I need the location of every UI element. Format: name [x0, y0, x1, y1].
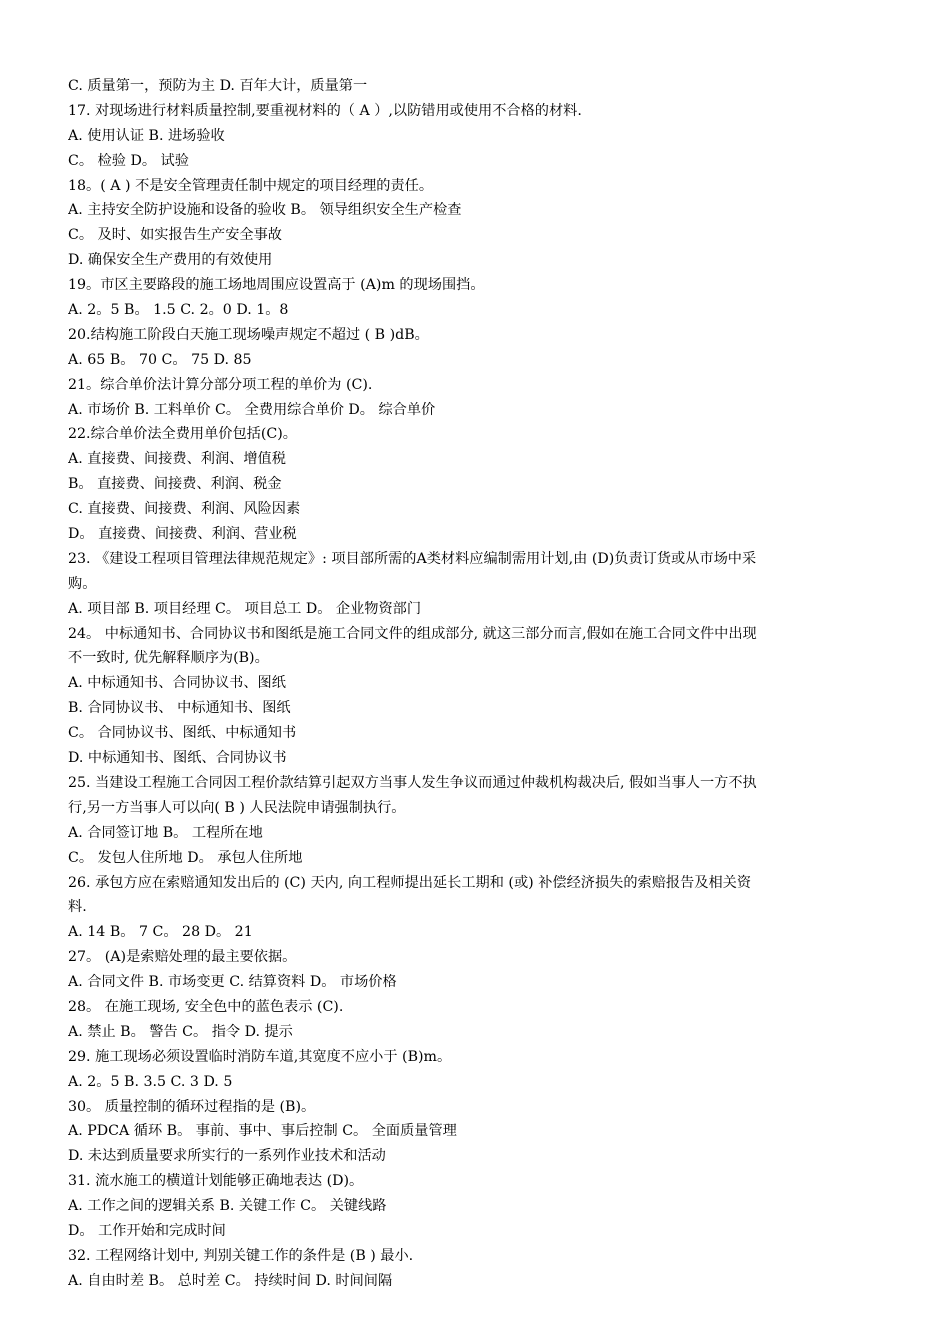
text-line: A. PDCA 循环 B。 事前、事中、事后控制 C。 全面质量管理: [68, 1123, 457, 1140]
text-line: B。 直接费、间接费、利润、税金: [68, 476, 282, 493]
text-line: A. 65 B。 70 C。 75 D. 85: [68, 351, 252, 368]
text-line: A. 市场价 B. 工料单价 C。 全费用综合单价 D。 综合单价: [68, 401, 436, 418]
question-20: 20.结构施工阶段白天施工现场噪声规定不超过 ( B )dB。: [68, 326, 429, 343]
text-line: 不一致时, 优先解释顺序为(B)。: [68, 650, 269, 667]
text-line: D。 工作开始和完成时间: [68, 1222, 226, 1239]
text-line: A. 14 B。 7 C。 28 D。 21: [68, 924, 253, 941]
text-line: D. 确保安全生产费用的有效使用: [68, 252, 273, 269]
question-24: 24。 中标通知书、合同协议书和图纸是施工合同文件的组成部分, 就这三部分而言,假如在施工合同文件中出现: [68, 625, 757, 642]
text-line: A. 使用认证 B. 进场验收: [68, 127, 225, 144]
text-line: C。 发包人住所地 D。 承包人住所地: [68, 849, 303, 866]
text-line: 购。: [68, 575, 97, 592]
question-27: 27。 (A)是索赔处理的最主要依据。: [68, 949, 297, 966]
text-line: 料.: [68, 899, 87, 916]
text-line: A. 合同签订地 B。 工程所在地: [68, 824, 263, 841]
text-line: A. 自由时差 B。 总时差 C。 持续时间 D. 时间间隔: [68, 1272, 393, 1289]
text-line: C。 及时、如实报告生产安全事故: [68, 227, 282, 244]
question-21: 21。综合单价法计算分部分项工程的单价为 (C).: [68, 376, 373, 393]
text-line: A. 工作之间的逻辑关系 B. 关键工作 C。 关键线路: [68, 1198, 387, 1215]
question-19: 19。市区主要路段的施工场地周围应设置高于 (A)m 的现场围挡。: [68, 277, 485, 294]
question-22: 22.综合单价法全费用单价包括(C)。: [68, 426, 297, 443]
text-line: A. 禁止 B。 警告 C。 指令 D. 提示: [68, 1023, 293, 1040]
text-line: B. 合同协议书、 中标通知书、图纸: [68, 700, 291, 717]
text-line: C. 质量第一，预防为主 D. 百年大计，质量第一: [68, 78, 368, 94]
text-line: A. 合同文件 B. 市场变更 C. 结算资料 D。 市场价格: [68, 974, 397, 991]
question-28: 28。 在施工现场, 安全色中的蓝色表示 (C).: [68, 998, 344, 1015]
text-line: C。 检验 D。 试验: [68, 152, 189, 169]
document-page: [68, 74, 908, 1294]
question-30: 30。 质量控制的循环过程指的是 (B)。: [68, 1098, 316, 1115]
text-line: 行,另一方当事人可以向( B ) 人民法院申请强制执行。: [68, 799, 406, 816]
text-line: C. 直接费、间接费、利润、风险因素: [68, 501, 301, 518]
question-17: 17. 对现场进行材料质量控制,要重视材料的（ A ）,以防错用或使用不合格的材料.: [68, 102, 582, 119]
text-line: A. 直接费、间接费、利润、增值税: [68, 451, 286, 468]
text-line: A. 主持安全防护设施和设备的验收 B。 领导组织安全生产检查: [68, 202, 462, 219]
question-18: 18。( A ) 不是安全管理责任制中规定的项目经理的责任。: [68, 177, 434, 194]
text-line: A. 2。5 B。 1.5 C. 2。0 D. 1。8: [68, 302, 289, 319]
text-line: A. 中标通知书、合同协议书、图纸: [68, 675, 286, 692]
question-23: 23. 《建设工程项目管理法律规范规定》: 项目部所需的A类材料应编制需用计划,由 (D)负责订货或从市场中采: [68, 550, 757, 567]
question-25: 25. 当建设工程施工合同因工程价款结算引起双方当事人发生争议而通过仲裁机构裁决后, 假如当事人一方不执: [68, 774, 757, 791]
text-line: D。 直接费、间接费、利润、营业税: [68, 526, 297, 543]
question-32: 32. 工程网络计划中, 判别关键工作的条件是 (B ) 最小.: [68, 1247, 414, 1264]
text-line: D. 未达到质量要求所实行的一系列作业技术和活动: [68, 1148, 386, 1165]
text-line: A. 项目部 B. 项目经理 C。 项目总工 D。 企业物资部门: [68, 600, 422, 617]
question-29: 29. 施工现场必须设置临时消防车道,其宽度不应小于 (B)m。: [68, 1048, 452, 1065]
question-26: 26. 承包方应在索赔通知发出后的 (C) 天内, 向工程师提出延长工期和 (或) 补偿经济损失的索赔报告及相关资: [68, 874, 752, 891]
question-31: 31. 流水施工的横道计划能够正确地表达 (D)。: [68, 1173, 364, 1190]
text-line: C。 合同协议书、图纸、中标通知书: [68, 725, 297, 742]
text-line: D. 中标通知书、图纸、合同协议书: [68, 750, 287, 767]
text-line: A. 2。5 B. 3.5 C. 3 D. 5: [68, 1073, 233, 1090]
